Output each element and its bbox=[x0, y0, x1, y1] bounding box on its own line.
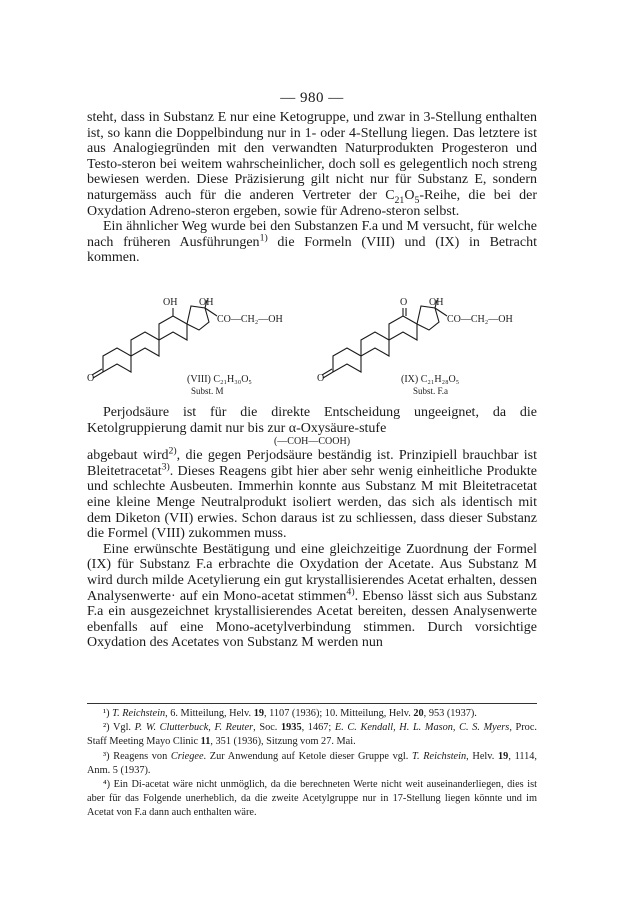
footnote-2-part: E. C. Kendall, H. L. Mason, C. S. Myers bbox=[334, 722, 510, 734]
footnote-1-part: 20 bbox=[413, 708, 424, 719]
footnote-3-part: 19 bbox=[498, 750, 509, 762]
viii-subcaption: Subst. M bbox=[191, 386, 224, 396]
paragraph-1-tail: -Reihe, die bei der Oxydation Adreno-steron ergeben, sowie für Adreno-steron selbst. bbox=[87, 187, 537, 219]
paragraph-4-tail: . Ebenso lässt sich aus Substanz F.a ein ausgezeichnet krystallisierendes Acetat bereiten, dessen Analysenwerte ebenfalls auf eine Mono-acetylverbindung stimmen. Durch vorsichtige Oxydation des Acetates von Substanz M werden nun bbox=[87, 588, 538, 651]
formula-c: C bbox=[385, 187, 395, 203]
paragraph-1-text: steht, dass in Substanz E nur eine Ketogruppe, und zwar in 3-Stellung enthalten ist, so kann die Doppelbindung nur in 1- oder 4-Stellung liegen. Das letztere ist aus Analogiegründen mit den verwandten Naturprodukten Progesteron und Testo-steron bei weitem wahrscheinlicher, doch soll es gelegentlich noch streng bewiesen werden. Diese Präzisierung gilt nicht nur für Substanz E, sondern naturgemäss auch für die anderen Vertreter der bbox=[87, 110, 537, 203]
footnote-3 bbox=[87, 750, 537, 778]
footnote-2-part: , Proc. Staff Meeting Mayo Clinic bbox=[87, 722, 537, 748]
paragraph-2-text: Ein ähnlicher Weg wurde bei den Substanzen F.a und M versucht, für welche nach früheren Ausführungen bbox=[87, 219, 537, 250]
footnote-3-part: T. Reichstein bbox=[412, 750, 467, 762]
paragraph-4-text: Eine erwünschte Bestätigung und eine gleichzeitige Zuordnung der Formel (IX) für Substanz F.a erbrachte die Oxydation der Acetate. Aus Substanz M wird durch milde Acetylierung ein gut krystallisierendes Acetat erhalten, dessen Analysenwerte· auf ein Mono-acetat stimmen bbox=[87, 541, 537, 604]
footnote-ref-2: 2) bbox=[168, 445, 177, 457]
footnote-1 bbox=[87, 707, 537, 721]
footnote-2-part: 11 bbox=[200, 736, 211, 748]
footnote-3-part: . Zur Anwendung auf Ketole dieser Gruppe vgl. bbox=[203, 750, 413, 762]
ix-caption: (IX) C₂₁H₂₈O₅ bbox=[401, 374, 460, 385]
footnotes bbox=[87, 703, 537, 821]
footnote-2 bbox=[87, 721, 537, 749]
paragraph-3-cont: abgebaut wird bbox=[87, 448, 169, 464]
footnote-1-part: T. Reichstein bbox=[112, 708, 166, 719]
footnote-2-part: 1935 bbox=[281, 722, 302, 734]
footnote-3-part: Reagens von bbox=[113, 750, 171, 762]
footnote-2-part: , 1467; bbox=[301, 722, 335, 734]
ix-oh-right: OH bbox=[429, 297, 444, 308]
ix-side-chain: CO—CH₂—OH bbox=[447, 314, 513, 325]
footnote-ref-1: 1) bbox=[259, 232, 268, 244]
footnote-4-part: Ein Di-acetat wäre nicht unmöglich, da die berechneten Werte nicht weit auseinanderliegen, dies ist aber für das Folgende unerheblich, da die zweite Acetylgruppe nur in 17-Stellung liegen könnte und im Acetat von F.a dann auch enthalten wäre. bbox=[87, 779, 537, 819]
ix-subcaption: Subst. F.a bbox=[413, 386, 449, 396]
paragraph-3-text: Perjodsäure ist für die direkte Entscheidung ungeeignet, da die Ketolgruppierung damit nur bis zur α-Oxysäure-stufe bbox=[87, 405, 537, 436]
footnote-1-part: , 6. Mitteilung, Helv. bbox=[165, 708, 254, 719]
footnote-2-part: , Soc. bbox=[253, 722, 281, 734]
footnote-num: ²) bbox=[103, 722, 110, 734]
footnote-3-part: , Helv. bbox=[466, 750, 499, 762]
footnote-1-part: 19 bbox=[253, 708, 264, 719]
viii-side-chain: CO—CH₂—OH bbox=[217, 314, 283, 325]
footnote-num: ¹) bbox=[103, 708, 110, 719]
paragraph-3-mid: , die gegen Perjodsäure beständig ist. Prinzipiell brauchbar ist Bleitetracetat bbox=[87, 448, 537, 479]
paragraph-3-lead bbox=[87, 405, 537, 436]
footnote-2-part: P. W. Clutterbuck, F. Reuter bbox=[134, 722, 254, 734]
formula-c-sub: 21 bbox=[394, 194, 405, 206]
ketol-formula: (—COH—COOH) bbox=[273, 436, 351, 448]
footnote-3-part: Criegee bbox=[170, 750, 204, 762]
footnote-1-part: , 953 (1937). bbox=[423, 708, 477, 719]
paragraph-4 bbox=[87, 542, 537, 651]
viii-caption: (VIII) C₂₁H₃₀O₅ bbox=[187, 374, 252, 385]
footnote-4 bbox=[87, 778, 537, 821]
footnote-ref-3: 3) bbox=[161, 461, 170, 473]
footnote-num: ³) bbox=[103, 750, 110, 762]
paragraph-2-tail: die Formeln (VIII) und (IX) in Betracht kommen. bbox=[87, 234, 537, 266]
viii-ketone-o: O bbox=[87, 373, 95, 384]
page-number: — 980 — bbox=[280, 90, 344, 106]
formula-o-sub: 5 bbox=[414, 194, 420, 206]
footnote-num: ⁴) bbox=[103, 779, 111, 791]
paragraph-3-tail: . Dieses Reagens gibt hier aber sehr wenig einheitliche Produkte und schlechte Ausbeuten. Immerhin konnte aus Substanz M mit Bleitetracetat eine kleine Menge Neutralprodukt isoliert werden, das sich als identisch mit dem Diketon (VII) erwies. Schon daraus ist zu schliessen, dass dieser Substanz die Formel (VIII) zukommen muss. bbox=[87, 463, 537, 542]
formula-o: O bbox=[404, 187, 415, 203]
viii-oh-left: OH bbox=[163, 297, 178, 308]
paragraph-3 bbox=[87, 445, 537, 542]
footnote-3-part: , 1114, Anm. 5 (1937). bbox=[87, 750, 537, 776]
footnote-2-part: Vgl. bbox=[112, 722, 135, 734]
footnote-1-part: , 1107 (1936); 10. Mitteilung, Helv. bbox=[263, 708, 414, 719]
footnote-ref-4: 4) bbox=[346, 585, 355, 597]
ix-ketone-o-top: O bbox=[400, 297, 408, 308]
footnote-2-part: , 351 (1936), Sitzung vom 27. Mai. bbox=[210, 736, 356, 748]
ix-ketone-o: O bbox=[317, 373, 325, 384]
text-block-lower bbox=[87, 405, 537, 651]
viii-oh-right: OH bbox=[199, 297, 214, 308]
